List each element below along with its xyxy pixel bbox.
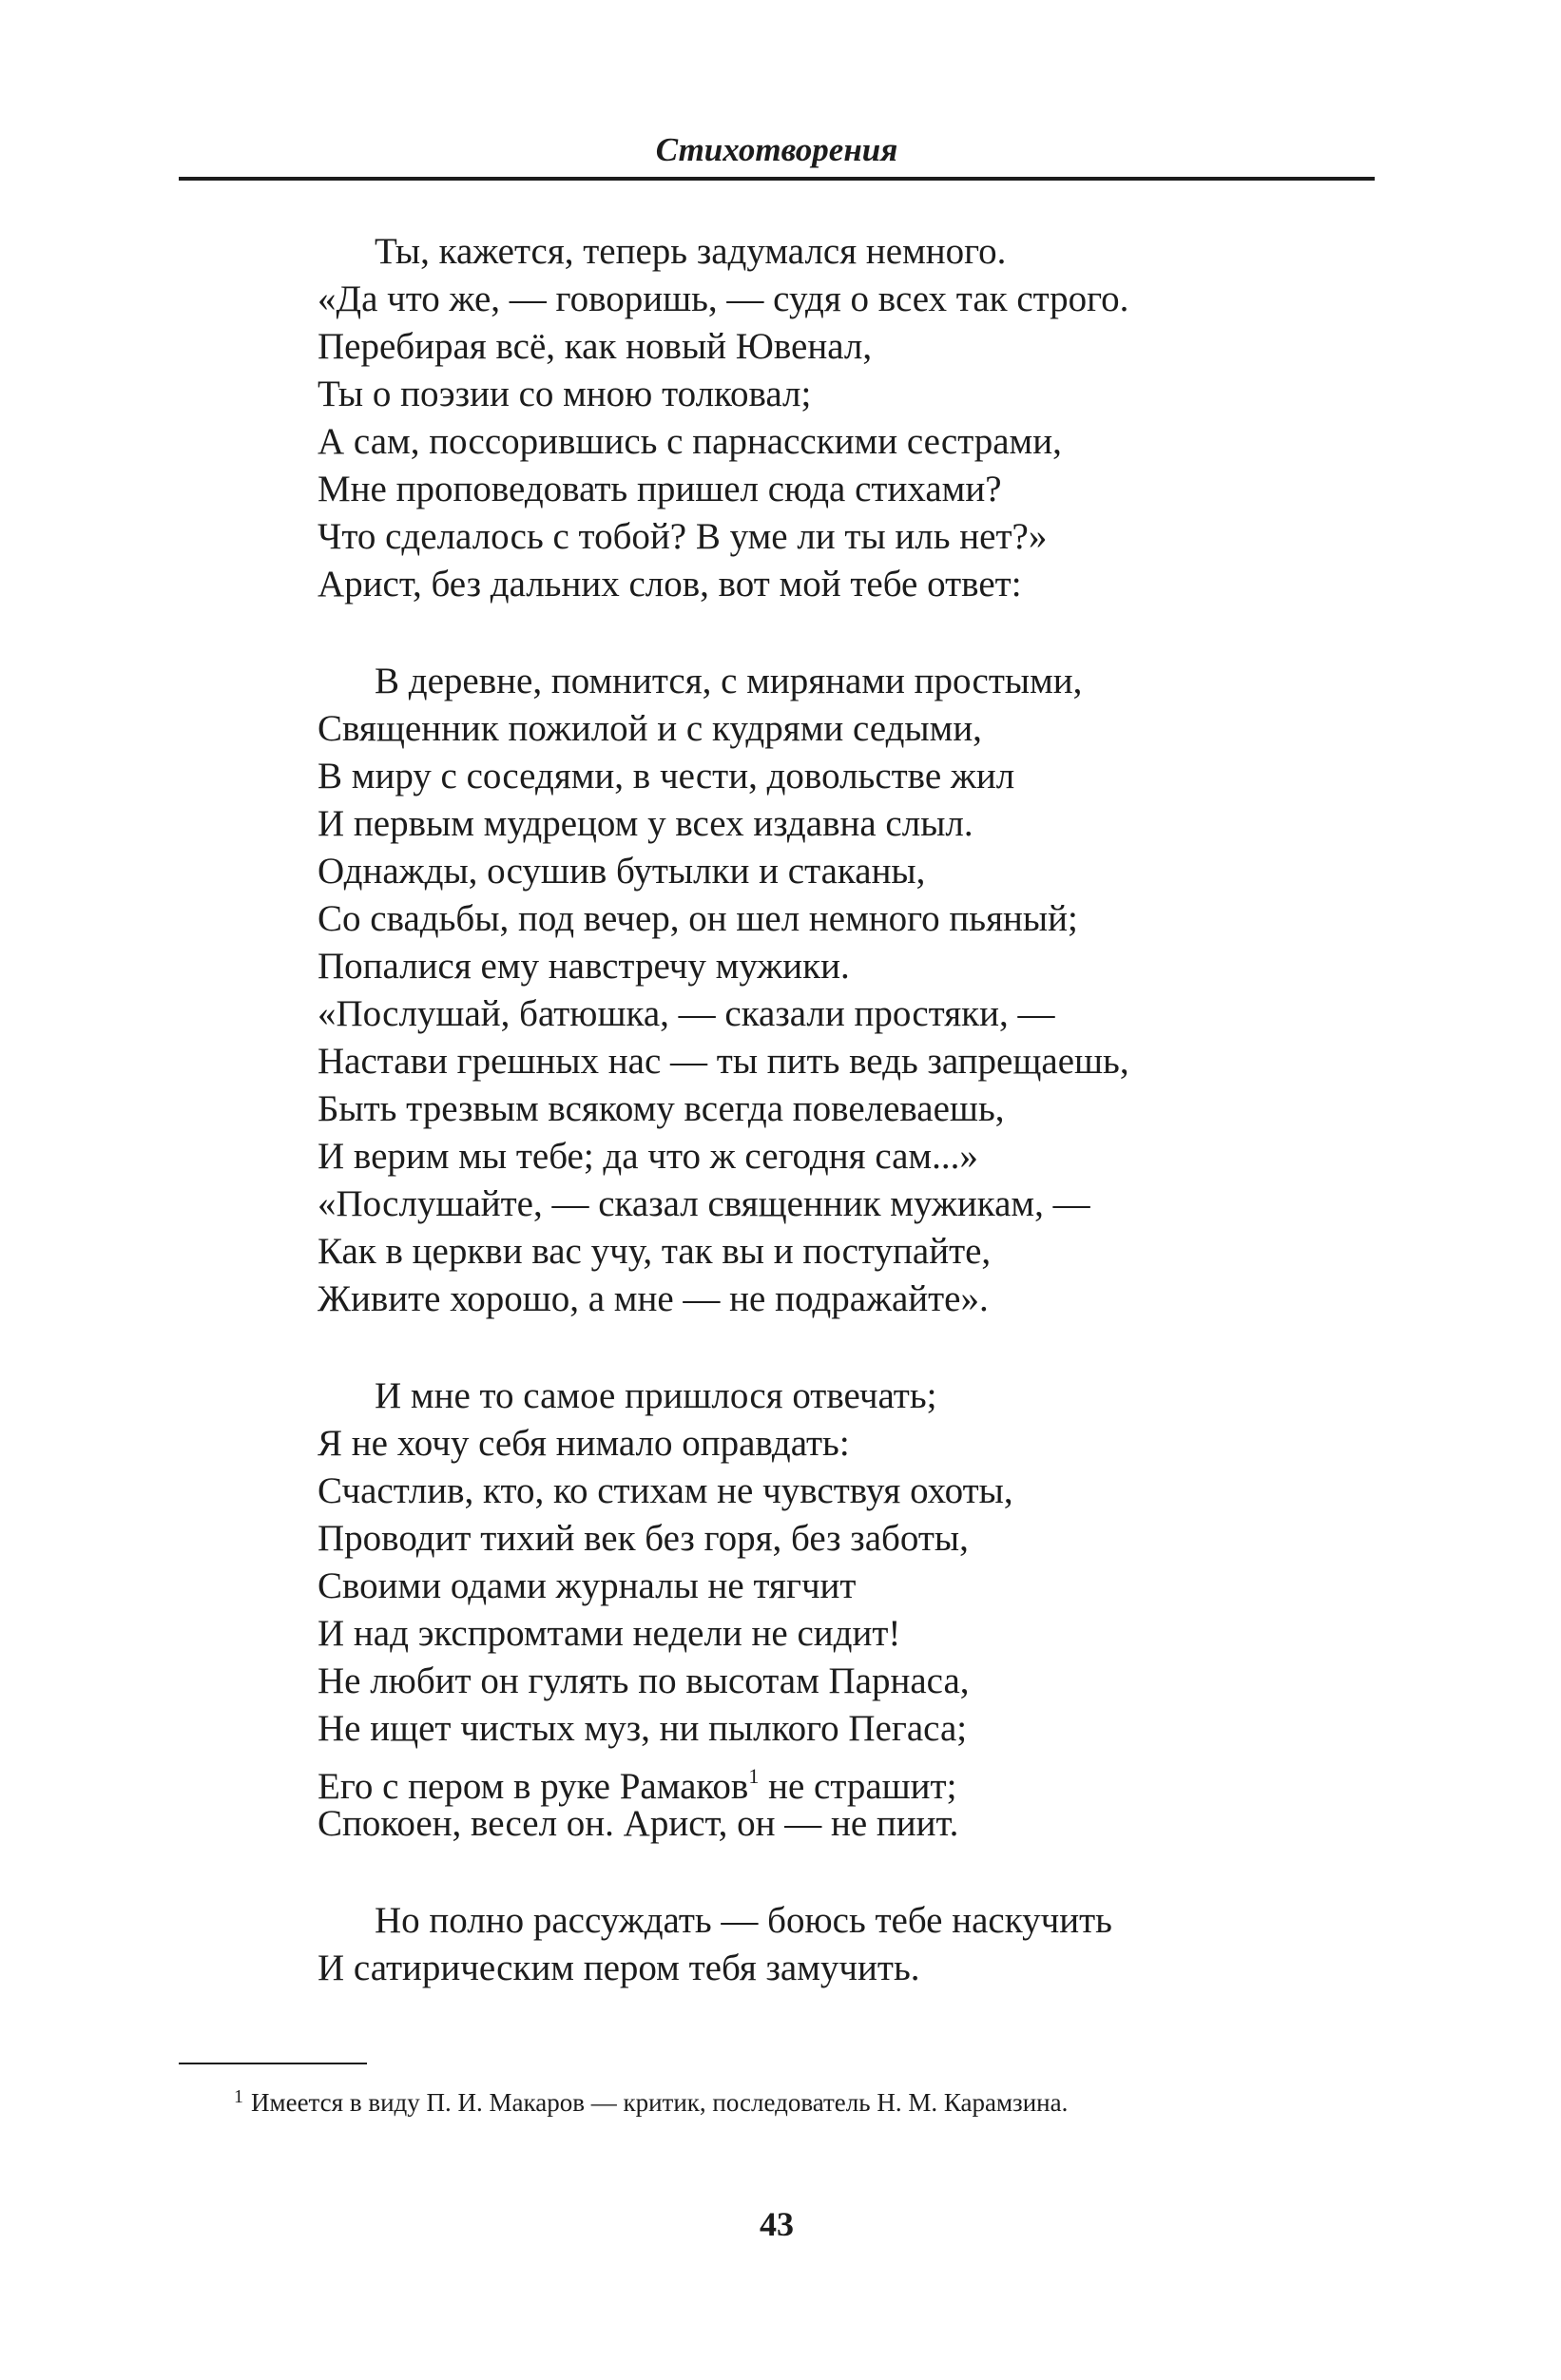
poem-line: «Послушай, батюшка, — сказали простяки, — [318,993,1055,1034]
poem-line: А сам, поссорившись с парнасскими сестрами, [318,421,1062,462]
page-number: 43 [760,2205,794,2243]
poem-line: И сатирическим пером тебя замучить. [318,1948,920,1988]
poem-line: Живите хорошо, а мне — не подражайте». [318,1278,989,1319]
poem-line: Перебирая всё, как новый Ювенал, [318,326,873,367]
poem-line: «Послушайте, — сказал священник мужикам, — [318,1183,1090,1224]
poem-line: Попалися ему навстречу мужики. [318,946,850,987]
footnote-text: Имеется в виду П. И. Макаров — критик, последователь Н. М. Карамзина. [251,2088,1069,2117]
poem-line: Счастлив, кто, ко стихам не чувствуя охоты, [318,1470,1013,1511]
footnote-number: 1 [234,2086,243,2107]
poem-line: И мне то самое пришлося отвечать; [375,1375,937,1416]
poem-line: В миру с соседями, в чести, довольстве жил [318,756,1015,797]
poem-line: Мне проповедовать пришел сюда стихами? [318,469,1002,509]
poem-line: Ты о поэзии со мною толковал; [318,374,812,414]
poem-line: Однажды, осушив бутылки и стаканы, [318,851,926,892]
footnote [179,2080,1375,2120]
poem-line: И первым мудрецом у всех издавна слыл. [318,803,973,844]
poem-line: Ты, кажется, теперь задумался немного. [375,231,1007,272]
poem-body [318,228,1382,2042]
poem-line: Священник пожилой и с кудрями седыми, [318,708,982,749]
stanza-3 [318,1372,1382,1848]
footnote-rule [179,2063,367,2064]
running-header: Стихотворения [655,131,898,168]
poem-line: Настави грешных нас — ты пить ведь запрещаешь, [318,1041,1129,1082]
poem-line: Быть трезвым всякому всегда повелеваешь, [318,1088,1005,1129]
poem-line: «Да что же, — говоришь, — судя о всех так строго. [318,278,1129,319]
poem-line: И верим мы тебе; да что ж сегодня сам...» [318,1136,978,1177]
poem-line-text: Его с пером в руке Рамаков [318,1766,749,1807]
stanza-1 [318,228,1382,608]
stanza-2 [318,658,1382,1323]
poem-line: Что сделалось с тобой? В уме ли ты иль нет?» [318,516,1048,557]
poem-line: Своими одами журналы не тягчит [318,1565,857,1606]
header-rule [179,177,1375,181]
poem-line: Со свадьбы, под вечер, он шел немного пьяный; [318,898,1078,939]
poem-line-footnoted [318,1753,1382,1807]
poem-line: Не ищет чистых муз, ни пылкого Пегаса; [318,1708,968,1749]
poem-line: Спокоен, весел он. Арист, он — не пиит. [318,1803,959,1844]
poem-line: Не любит он гулять по высотам Парнаса, [318,1660,970,1701]
poem-line: Проводит тихий век без горя, без заботы, [318,1518,969,1559]
poem-line-text: не страшит; [759,1766,957,1807]
poem-line: В деревне, помнится, с мирянами простыми, [375,661,1083,701]
footnote-mark: 1 [748,1764,760,1788]
stanza-4 [318,1897,1382,1992]
poem-line: Но полно рассуждать — боюсь тебе наскучить [375,1900,1112,1941]
poem-line: Я не хочу себя нимало оправдать: [318,1423,850,1464]
poem-line: Как в церкви вас учу, так вы и поступайте, [318,1231,992,1272]
poem-line: И над экспромтами недели не сидит! [318,1613,901,1654]
poem-line: Арист, без дальних слов, вот мой тебе ответ: [318,564,1022,605]
